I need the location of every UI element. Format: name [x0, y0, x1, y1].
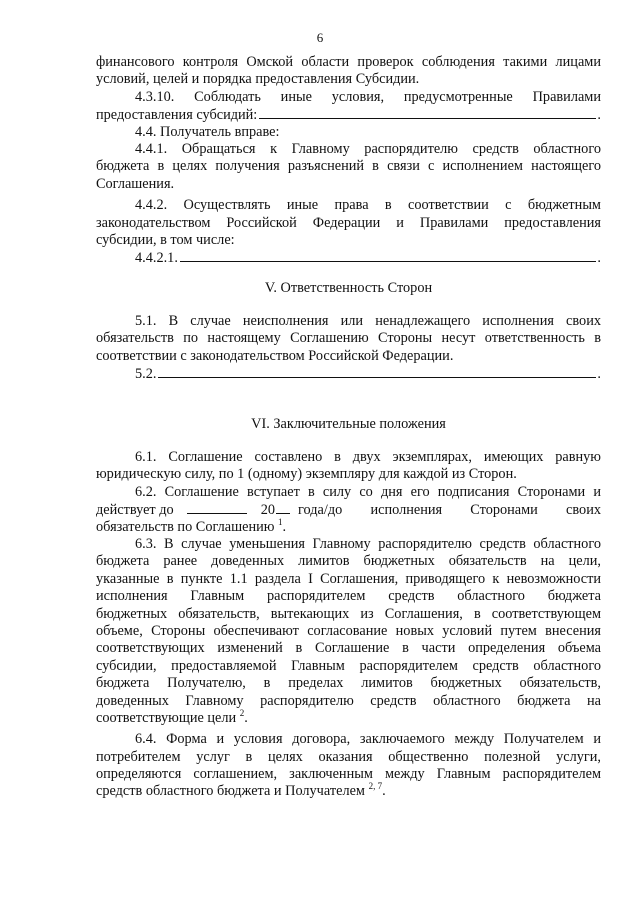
text-line: Соглашения. [96, 175, 175, 192]
text-fragment: 5.2. [135, 366, 157, 383]
text-fragment: . [597, 250, 601, 267]
text-fragment: . [597, 366, 601, 383]
text-fragment: . [382, 783, 386, 800]
text-line: субсидии, предоставляемой Главным распорядителем средств областного [96, 657, 601, 674]
blank-underline [259, 106, 596, 119]
blank-underline [187, 501, 247, 514]
text-fragment: . [282, 518, 287, 535]
text-line: соответствии с законодательством Российской Федерации. [96, 347, 454, 364]
text-line: исполнения Главным распорядителем средств областного бюджета [96, 588, 601, 605]
clause-5-1: 5.1. В случае неисполнения или ненадлежащего исполнения своих [135, 313, 601, 330]
text-fragment: 4.4.2.1. [135, 250, 178, 267]
text-fragment: соответствующие цели [96, 709, 237, 726]
text-line: юридическую силу, по 1 (одному) экземпляру для каждой из Сторон. [96, 466, 517, 483]
text-fragment: . [597, 107, 601, 124]
text-line: объеме, Стороны обеспечивают согласование новых условий путем внесения [96, 622, 601, 639]
text-fragment: года/до исполнения Сторонами своих [297, 502, 601, 519]
text-fragment: предоставления субсидий: [96, 107, 258, 124]
text-line: указанные в пункте 1.1 раздела I Соглашения, приводящего к невозможности [96, 570, 601, 587]
clause-6-2: 6.2. Соглашение вступает в силу со дня его подписания Сторонами и [135, 483, 601, 500]
clause-4-4-2: 4.4.2. Осуществлять иные права в соответствии с бюджетным [135, 197, 601, 214]
text-line: бюджета ранее доведенных лимитов бюджетных обязательств на цели, [96, 553, 601, 570]
text-line: законодательством Российской Федерации и Правилами предоставления [96, 214, 601, 231]
clause-5-2 [96, 365, 601, 382]
text-line: соответствующих изменений в Соглашение в части определения объема [96, 640, 601, 657]
clause-4-4: 4.4. Получатель вправе: [135, 123, 280, 140]
footnote-ref: 1 [278, 516, 283, 527]
footnote-ref: 2 [239, 708, 245, 719]
text-line: потребителем услуг в целях оказания общественно полезной услуги, [96, 748, 601, 765]
text-fragment: действует до [96, 502, 174, 519]
footnote-ref: 2, 7 [368, 781, 383, 792]
text-fragment: средств областного бюджета и Получателем [96, 783, 365, 800]
section-heading-5: V. Ответственность Сторон [264, 279, 433, 296]
blank-underline [276, 501, 290, 514]
text-fragment: 20 [260, 502, 275, 519]
clause-6-3: 6.3. В случае уменьшения Главному распорядителю средств областного [135, 535, 601, 552]
text-line: условий, целей и порядка предоставления Субсидии. [96, 71, 420, 88]
text-line: доведенных Главному распорядителю средств областного бюджета на [96, 692, 601, 709]
page-number: 6 [316, 30, 324, 45]
text-line: определяются соглашением, заключенным между Главным распорядителем [96, 766, 601, 783]
text-line [96, 783, 601, 800]
clause-6-1: 6.1. Соглашение составлено в двух экземплярах, имеющих равную [135, 449, 601, 466]
text-line [96, 516, 601, 536]
text-line: бюджета в целях получения разъяснений в связи с исполнением настоящего [96, 158, 601, 175]
clause-4-4-1: 4.4.1. Обращаться к Главному распорядителю средств областного [135, 140, 601, 157]
clause-6-4: 6.4. Форма и условия договора, заключаемого между Получателем и [135, 731, 601, 748]
text-line: бюджетных обязательств, вытекающих из Соглашения, в соответствующем [96, 605, 601, 622]
section-heading-6: VI. Заключительные положения [251, 415, 446, 432]
document-body [96, 54, 601, 801]
blank-underline [180, 249, 597, 262]
text-line [96, 710, 601, 727]
blank-underline [158, 365, 596, 378]
date-fill-line [96, 501, 601, 518]
text-line: бюджета Получателю, в пределах лимитов бюджетных обязательств, [96, 675, 601, 692]
text-fragment: обязательств по Соглашению [96, 518, 275, 535]
clause-4-3-10: 4.3.10. Соблюдать иные условия, предусмотренные Правилами [135, 88, 601, 105]
text-fragment: . [244, 709, 248, 726]
text-line: субсидии, в том числе: [96, 231, 235, 248]
blank-fill-line [96, 106, 601, 123]
text-line: финансового контроля Омской области проверок соблюдения такими лицами [96, 54, 601, 70]
text-line: обязательств по настоящему Соглашению Стороны несут ответственность в [96, 330, 601, 347]
clause-4-4-2-1 [96, 249, 601, 266]
